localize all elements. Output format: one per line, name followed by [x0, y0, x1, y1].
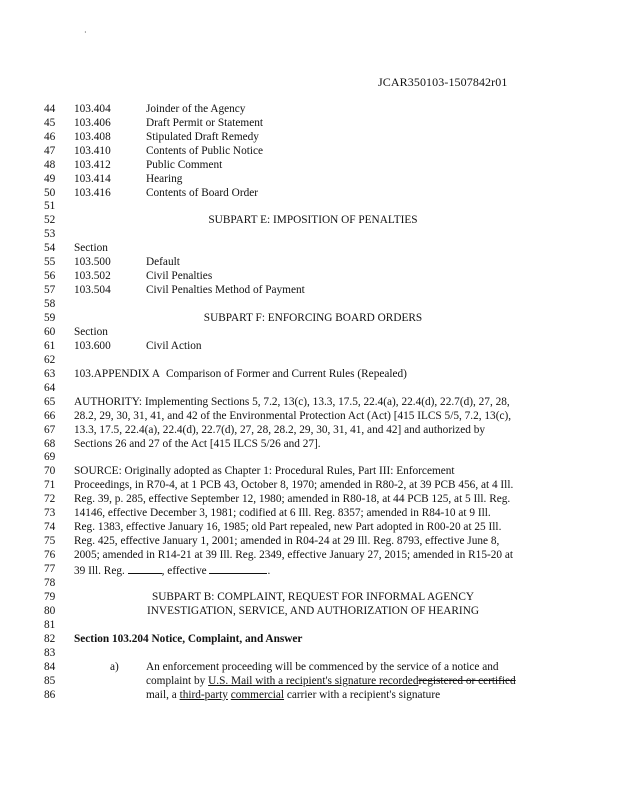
subpart-e-heading: SUBPART E: IMPOSITION OF PENALTIES: [208, 214, 418, 226]
toc-title: Contents of Board Order: [146, 187, 259, 199]
appendix-label: 103.APPENDIX A: [74, 368, 160, 380]
line-number: 53: [44, 228, 56, 240]
line-number: 64: [44, 382, 56, 394]
authority-line: 13.3, 17.5, 22.4(a), 22.4(d), 22.7(d), 27, 28, 28.2, 29, 30, 31, 41, and 42] and authorized by: [74, 424, 486, 436]
line-number: 85: [44, 675, 56, 687]
toc-title: Default: [146, 256, 180, 268]
line-number: 79: [44, 591, 56, 603]
source-effective: , effective: [161, 565, 210, 577]
toc-number: 103.404: [74, 103, 111, 115]
line-number: 61: [44, 340, 56, 352]
toc-title: Civil Action: [146, 340, 202, 352]
page-mark: ·: [84, 28, 87, 37]
document-id: JCAR350103-1507842r01: [378, 75, 508, 89]
line-number: 78: [44, 577, 56, 589]
line-number: 67: [44, 424, 56, 436]
line-number: 47: [44, 145, 56, 157]
text-run: carrier with a recipient's signature: [284, 689, 441, 701]
toc-title: Contents of Public Notice: [146, 145, 264, 157]
line-number: 55: [44, 256, 56, 268]
subpart-b-heading-line2: INVESTIGATION, SERVICE, AND AUTHORIZATION OF HEARING: [146, 605, 480, 617]
source-line: Proceedings, in R70-4, at 1 PCB 43, October 8, 1970; amended in R80-2, at 39 PCB 456, at 4 Ill.: [74, 479, 514, 491]
line-number: 59: [44, 312, 56, 324]
inserted-text: third-party: [179, 689, 228, 701]
toc-title: Public Comment: [146, 159, 223, 171]
line-number: 60: [44, 326, 56, 338]
text-run: complaint by: [146, 675, 209, 687]
toc-title: Civil Penalties: [146, 270, 213, 282]
toc-title: Joinder of the Agency: [146, 103, 246, 115]
line-number: 75: [44, 535, 56, 547]
line-number: 80: [44, 605, 56, 617]
line-number: 63: [44, 368, 56, 380]
line-number: 70: [44, 465, 56, 477]
appendix-title: Comparison of Former and Current Rules (Repealed): [166, 368, 407, 380]
subpart-f-heading: SUBPART F: ENFORCING BOARD ORDERS: [203, 312, 423, 324]
line-number: 50: [44, 187, 56, 199]
line-number: 65: [44, 396, 56, 408]
line-number: 74: [44, 521, 56, 533]
toc-number: 103.412: [74, 159, 111, 171]
inserted-text: commercial: [230, 689, 285, 701]
line-number: 71: [44, 479, 56, 491]
source-last-line: [74, 563, 270, 577]
line-number: 54: [44, 242, 56, 254]
line-number: 51: [44, 200, 56, 212]
line-number: 81: [44, 619, 56, 631]
subpart-b-heading-line1: SUBPART B: COMPLAINT, REQUEST FOR INFORMAL AGENCY: [151, 591, 475, 603]
paragraph-line: [146, 689, 440, 701]
authority-line: AUTHORITY: Implementing Sections 5, 7.2, 13(c), 13.3, 17.5, 22.4(a), 22.4(d), 22.7(d), 27, 28,: [74, 396, 510, 408]
line-number: 82: [44, 633, 56, 645]
inserted-text: with a recipient's signature recorded: [252, 675, 419, 687]
line-number: 76: [44, 549, 56, 561]
line-number: 73: [44, 507, 56, 519]
source-line: Reg. 1383, effective January 16, 1985; old Part repealed, new Part adopted in R00-20 at 25 Ill.: [74, 521, 502, 533]
section-label: Section: [74, 242, 108, 254]
line-number: 84: [44, 661, 56, 673]
blank-line: [128, 563, 162, 574]
line-number: 45: [44, 117, 56, 129]
line-number: 77: [44, 563, 56, 575]
inserted-text: U.S. Mail: [208, 675, 253, 687]
source-line: 2005; amended in R14-21 at 39 Ill. Reg. 2349, effective January 27, 2015; amended in R15-20 at: [74, 549, 514, 561]
line-number: 72: [44, 493, 56, 505]
authority-line: 28.2, 29, 30, 31, 41, and 42 of the Environmental Protection Act (Act) [415 ILCS 5/5, 7.2, 13(c),: [74, 410, 512, 422]
toc-number: 103.408: [74, 131, 111, 143]
section-label: Section: [74, 326, 108, 338]
paragraph-label: a): [110, 661, 119, 673]
toc-title: Hearing: [146, 173, 183, 185]
line-number: 56: [44, 270, 56, 282]
toc-number: 103.502: [74, 270, 111, 282]
deleted-text: registered or certified: [418, 675, 516, 687]
blank-line: [209, 563, 267, 574]
line-number: 69: [44, 451, 56, 463]
line-number: 48: [44, 159, 56, 171]
line-number: 44: [44, 103, 56, 115]
line-number: 58: [44, 298, 56, 310]
line-number: 62: [44, 354, 56, 366]
authority-line: Sections 26 and 27 of the Act [415 ILCS 5/26 and 27].: [74, 438, 321, 450]
section-204-heading: Section 103.204 Notice, Complaint, and Answer: [74, 633, 303, 645]
toc-title: Civil Penalties Method of Payment: [146, 284, 305, 296]
paragraph-line: An enforcement proceeding will be commenced by the service of a notice and: [146, 661, 499, 673]
source-reg-prefix: 39 Ill. Reg.: [74, 565, 128, 577]
line-number: 49: [44, 173, 56, 185]
toc-number: 103.410: [74, 145, 111, 157]
line-number: 46: [44, 131, 56, 143]
toc-number: 103.416: [74, 187, 111, 199]
toc-number: 103.414: [74, 173, 111, 185]
paragraph-line: [146, 675, 516, 687]
source-line: SOURCE: Originally adopted as Chapter 1: Procedural Rules, Part III: Enforcement: [74, 465, 455, 477]
line-number: 66: [44, 410, 56, 422]
toc-title: Stipulated Draft Remedy: [146, 131, 259, 143]
source-line: Reg. 425, effective January 1, 2001; amended in R04-24 at 29 Ill. Reg. 8793, effective June 8,: [74, 535, 500, 547]
line-number: 86: [44, 689, 56, 701]
toc-number: 103.406: [74, 117, 111, 129]
line-number: 57: [44, 284, 56, 296]
line-number: 68: [44, 438, 56, 450]
toc-number: 103.500: [74, 256, 111, 268]
text-run: mail, a: [146, 689, 180, 701]
toc-number: 103.600: [74, 340, 111, 352]
toc-title: Draft Permit or Statement: [146, 117, 264, 129]
line-number: 52: [44, 214, 56, 226]
source-period: .: [267, 565, 271, 577]
source-line: Reg. 39, p. 285, effective September 12, 1980; amended in R80-18, at 44 PCB 125, at 5 Ill. Reg.: [74, 493, 511, 505]
toc-number: 103.504: [74, 284, 111, 296]
source-line: 14146, effective December 3, 1981; codified at 6 Ill. Reg. 8357; amended in R84-10 at 9 Ill.: [74, 507, 491, 519]
line-number: 83: [44, 647, 56, 659]
